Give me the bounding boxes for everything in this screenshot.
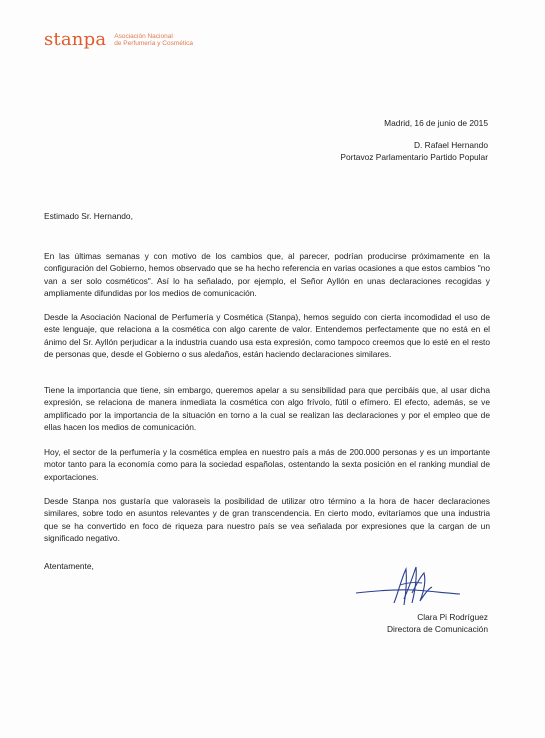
- closing: Atentamente,: [44, 561, 94, 571]
- brand-name: stanpa: [44, 29, 107, 50]
- signatory-title: Directora de Comunicación: [386, 624, 488, 634]
- tagline-line-1: Asociación Nacional: [114, 32, 173, 40]
- paragraph-2: Desde la Asociación Nacional de Perfumería y Cosmética (Stanpa), hemos seguido con cierta incomodidad el uso de este lenguaje, que relaciona a la cosmética con algo carente de valor. Entendemos perfectamente que no está en el ánimo del Sr. Ayllón perjudicar a la industria cuando usa esta expresión, como tampoco creemos que lo esté en el resto de personas que, desde el Gobierno o sus aledaños, están haciendo declaraciones similares.: [44, 312, 490, 360]
- brand-tagline: [114, 33, 193, 48]
- signatory-block: [387, 611, 488, 635]
- tagline-line-2: de Perfumería y Cosmética: [114, 40, 194, 47]
- recipient-name: D. Rafael Hernando: [413, 140, 488, 150]
- signatory-name: Clara Pi Rodríguez: [417, 612, 488, 622]
- paragraph-5: Desde Stanpa nos gustaría que valoraseis la posibilidad de utilizar otro término a la hora de hacer declaraciones similares, sobre todo en asuntos relevantes y de gran transcendencia. En cierto modo, evitaríamos que una industria que se ha convertido en foco de riqueza para nuestro país se vea señalada por expresiones que la cargan de un significado negativo.: [44, 496, 490, 544]
- recipient-block: [340, 139, 488, 163]
- salutation: Estimado Sr. Hernando,: [44, 211, 133, 221]
- letterhead-logo: [44, 30, 193, 50]
- letter-date: Madrid, 16 de junio de 2015: [384, 118, 488, 128]
- recipient-title: Portavoz Parlamentario Partido Popular: [340, 152, 488, 162]
- paragraph-3: Tiene la importancia que tiene, sin embargo, queremos apelar a su sensibilidad para que percibáis que, al usar dicha expresión, se relaciona de manera inmediata la cosmética con algo frívolo, fútil o efímero. El efecto, además, se ve amplificado por la importancia de la situación en torno a la cual se realizan las declaraciones y por el empleo que de ellas hacen los medios de comunicación.: [44, 385, 490, 433]
- signature-icon: [354, 563, 464, 611]
- paragraph-4: Hoy, el sector de la perfumería y la cosmética emplea en nuestro país a más de 200.000 personas y es un importante motor tanto para la economía como para la sociedad españolas, ostentando la sexta posición en el ranking mundial de exportaciones.: [44, 447, 490, 482]
- paragraph-1: En las últimas semanas y con motivo de los cambios que, al parecer, podrían producirse próximamente en la configuración del Gobierno, hemos observado que se ha hecho referencia en varias ocasiones a que estos cambios "no van a ser solo cosméticos". Así lo ha señalado, por ejemplo, el Señor Ayllón en unas declaraciones recogidas y ampliamente difundidas por los medios de comunicación.: [44, 251, 490, 299]
